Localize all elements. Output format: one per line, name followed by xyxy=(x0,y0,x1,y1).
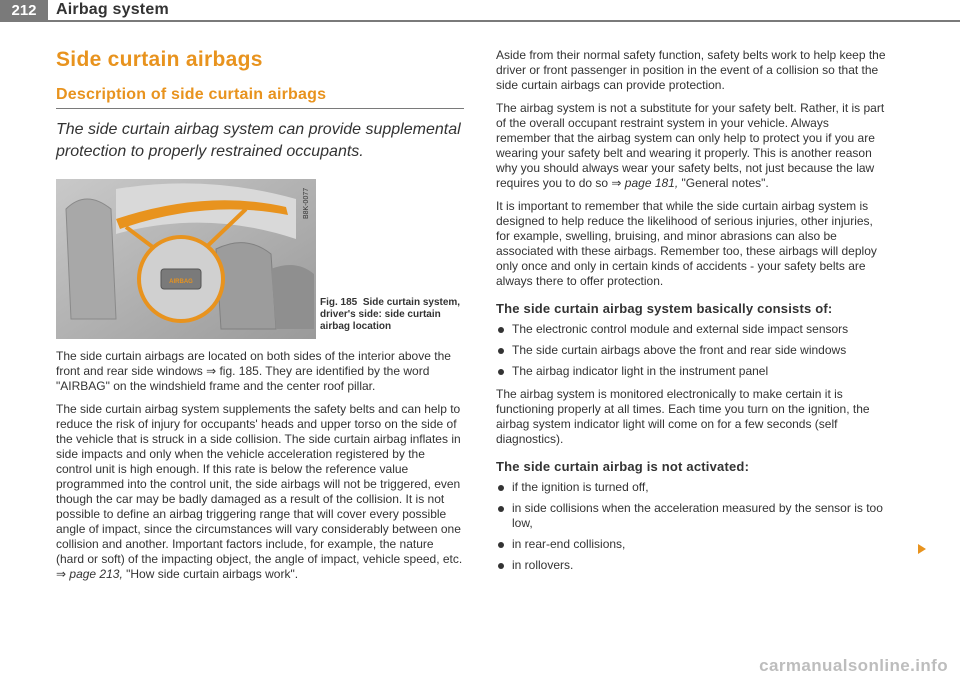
list-item xyxy=(496,364,886,379)
list-item xyxy=(496,537,886,552)
paragraph-not-substitute xyxy=(496,101,886,191)
list-item xyxy=(496,343,886,358)
continue-arrow-icon xyxy=(918,544,926,554)
bullet-icon xyxy=(498,327,504,333)
bullet-icon xyxy=(498,369,504,375)
figure-caption-label: Fig. 185 xyxy=(320,297,358,308)
page-213-link[interactable]: page 213, xyxy=(69,567,123,581)
list-item-text: The airbag indicator light in the instrument panel xyxy=(512,364,769,378)
header-rule xyxy=(48,20,960,22)
list-item xyxy=(496,558,886,573)
list-item-text: in side collisions when the acceleration measured by the sensor is too low, xyxy=(512,501,883,530)
watermark: carmanualsonline.info xyxy=(759,656,948,675)
bullet-icon xyxy=(498,506,504,512)
paragraph-location: The side curtain airbags are located on both sides of the interior above the front and rear side windows ⇒ fig. 185. They are identified by the word "AIRBAG" on the windshield frame and the center roof pillar. xyxy=(56,349,451,393)
list-item-text: in rear-end collisions, xyxy=(512,537,626,551)
list-item xyxy=(496,322,886,337)
paragraph-supplements-text: The side curtain airbag system supplements the safety belts and can help to reduce the risk of injury for occupants' heads and upper torso on the side of the vehicle that is struck in a side collision. The side curtain airbag inflates in side impacts and only when the vehicle acceleration registered by the control unit is high enough. If this rate is below the reference value programmed into the control unit, the side airbags will not be triggered, even though the car may be badly damaged as a result of the collision. It is not possible to define an airbag triggering range that will cover every possible angle of impact, since the circumstances will vary considerably between one collision and another. Important factors include, for example, the nature (hard or soft) of the impacting object, the angle of impact, vehicle speed, etc. ⇒ xyxy=(56,402,463,581)
bullet-icon xyxy=(498,485,504,491)
figure-code: B8K-0077 xyxy=(303,187,310,219)
list-item xyxy=(496,480,886,495)
section-title: Side curtain airbags xyxy=(56,48,263,71)
side-curtain-airbag-photo xyxy=(56,179,316,339)
list-item-text: in rollovers. xyxy=(512,558,574,572)
consists-list xyxy=(496,322,886,379)
lead-text: The side curtain airbag system can provide supplemental protection to properly restrained occupants. xyxy=(56,121,461,160)
figure-caption-text: Side curtain system, driver's side: side curtain airbag location xyxy=(320,297,461,332)
paragraph-supplements xyxy=(56,402,464,582)
list-item xyxy=(496,501,886,531)
paragraph-supplements-tail: "How side curtain airbags work". xyxy=(122,567,299,581)
figure-185 xyxy=(56,179,464,339)
airbag-badge-label: AIRBAG xyxy=(169,279,193,285)
figure-caption xyxy=(320,297,470,333)
not-activated-list xyxy=(496,480,886,573)
bullet-icon xyxy=(498,348,504,354)
list-item-text: The side curtain airbags above the front and rear side windows xyxy=(512,343,847,357)
subsection-title: Description of side curtain airbags xyxy=(56,86,464,109)
left-column xyxy=(56,48,464,582)
paragraph-monitored: The airbag system is monitored electronically to make certain it is functioning properly at all times. Each time you turn on the ignition, the airbag system indicator light will come on for a few seconds (self diagnostics). xyxy=(496,387,870,446)
page-181-link[interactable]: page 181, xyxy=(624,176,679,190)
paragraph-not-substitute-text: The airbag system is not a substitute for your safety belt. Rather, it is part of the overall occupant restraint system in your vehicle. Always remember that the airbag system can only help to protect you if you are wearing your safety belt and wearing it properly. This is another reason why you should always wear your safety belts, not just because the law requires you to do so ⇒ xyxy=(496,101,885,190)
page-number: 212 xyxy=(0,0,48,22)
paragraph-not-substitute-tail: "General notes". xyxy=(678,176,769,190)
heading-not-activated: The side curtain airbag is not activated: xyxy=(496,459,750,474)
car-interior-illustration xyxy=(56,179,316,339)
paragraph-belts: Aside from their normal safety function, safety belts work to help keep the driver or front passenger in position in the event of a collision so that the side curtain airbags can provide protection. xyxy=(496,48,886,92)
list-item-text: if the ignition is turned off, xyxy=(512,480,649,494)
right-column xyxy=(496,48,886,579)
list-item-text: The electronic control module and external side impact sensors xyxy=(512,322,849,336)
bullet-icon xyxy=(498,563,504,569)
paragraph-injuries: It is important to remember that while the side curtain airbag system is designed to help reduce the likelihood of serious injuries, other injuries, for example, swelling, bruising, and minor abrasions can also be associated with these airbags. Remember too, these airbags will deploy only once and only in certain kinds of accidents - your safety belts are always there to offer protection. xyxy=(496,199,877,288)
bullet-icon xyxy=(498,542,504,548)
heading-consists-of: The side curtain airbag system basically consists of: xyxy=(496,301,833,316)
running-title: Airbag system xyxy=(56,1,169,18)
page-header xyxy=(0,0,960,24)
